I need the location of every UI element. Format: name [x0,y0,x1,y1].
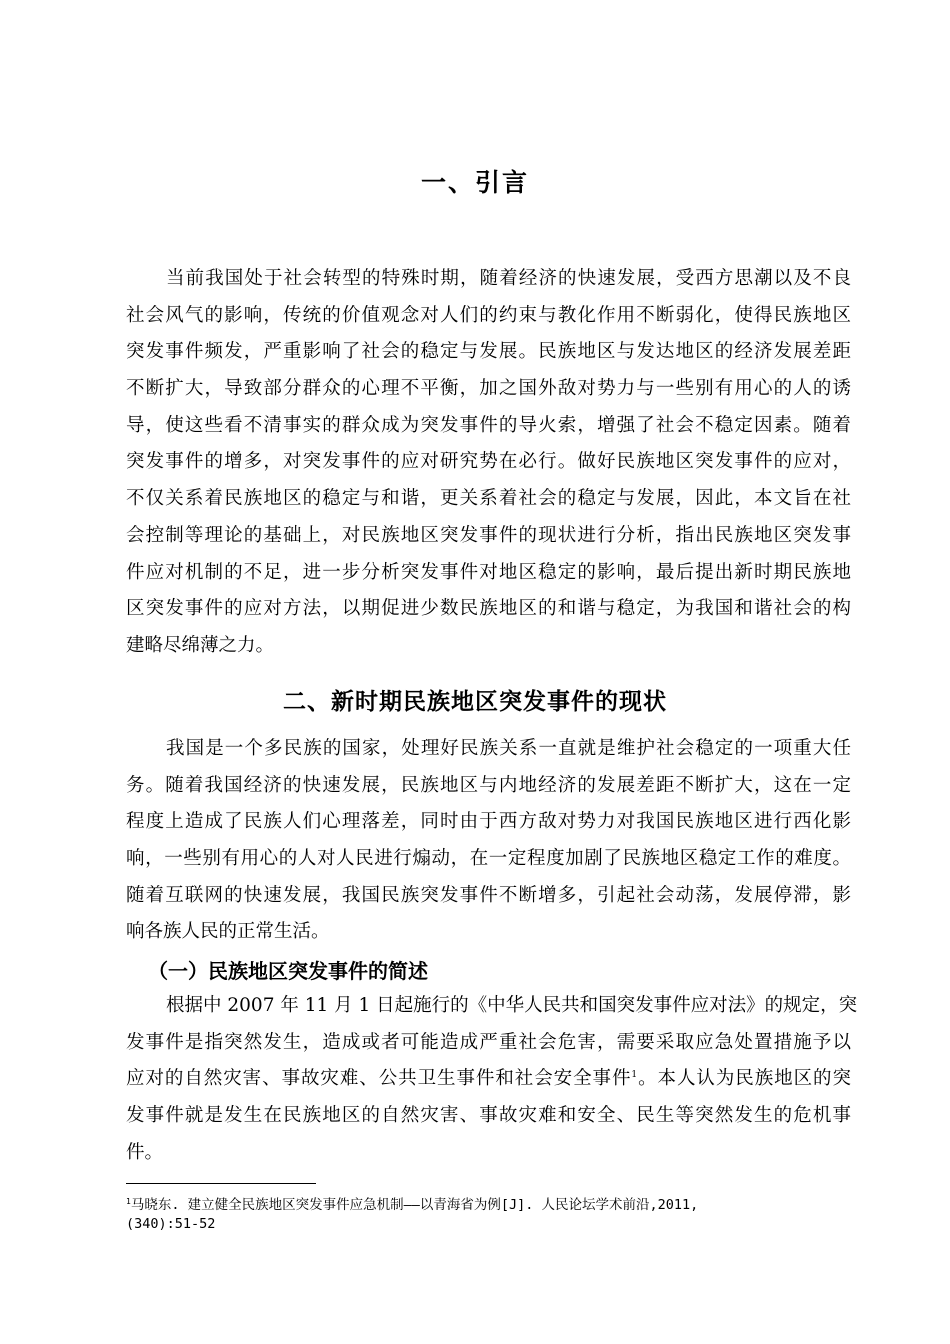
heading-current-situation: 二、新时期民族地区突发事件的现状 [283,689,667,715]
text-line: 随着互联网的快速发展，我国民族突发事件不断增多，引起社会动荡，发展停滞，影 [126,884,851,906]
footnote-text: 马晓东. 建立健全民族地区突发事件应急机制——以青海省为例[J]. 人民论坛学术前沿,2011, [130,1197,699,1213]
text-line: 区突发事件的应对方法，以期促进少数民族地区的和谐与稳定，为我国和谐社会的构 [126,598,851,620]
text-line: 响各族人民的正常生活。 [126,921,330,943]
text-line [126,1061,851,1098]
text-line: 务。随着我国经济的快速发展，民族地区与内地经济的发展差距不断扩大，这在一定 [126,774,851,796]
text-line: 社会风气的影响，传统的价值观念对人们的约束与教化作用不断弱化，使得民族地区 [126,304,851,326]
footnote [126,1196,856,1234]
text-line: 件应对机制的不足，进一步分析突发事件对地区稳定的影响，最后提出新时期民族地 [126,561,851,583]
footnote-separator [126,1183,316,1184]
section3-paragraph [126,988,858,1171]
text-line: 根据中 2007 年 11 月 1 日起施行的《中华人民共和国突发事件应对法》的规定，突 [166,995,858,1016]
footnote-line [126,1196,856,1215]
text-line: 程度上造成了民族人们心理落差，同时由于西方敌对势力对我国民族地区进行西化影 [126,811,851,833]
text-line: 导，使这些看不清事实的群众成为突发事件的导火索，增强了社会不稳定因素。随着 [126,414,851,436]
text-segment: 应对的自然灾害、事故灾难、公共卫生事件和社会安全事件 [126,1068,632,1090]
footnote-reference[interactable]: 1 [631,1070,638,1081]
text-line: 件。 [126,1141,164,1163]
text-line: 发事件是指突然发生，造成或者可能造成严重社会危害，需要采取应急处置措施予以 [126,1031,851,1053]
text-line: 当前我国处于社会转型的特殊时期，随着经济的快速发展，受西方思潮以及不良 [166,268,851,289]
text-line: 不断扩大，导致部分群众的心理不平衡，加之国外敌对势力与一些别有用心的人的诱 [126,378,851,400]
section2-paragraph [126,731,851,951]
heading-introduction: 一、引言 [420,168,529,197]
text-line: 发事件就是发生在民族地区的自然灾害、事故灾难和安全、民生等突然发生的危机事 [126,1105,851,1127]
subheading-overview: （一）民族地区突发事件的简述 [148,959,428,983]
footnote-mark: 1 [126,1197,131,1206]
text-line: 不仅关系着民族地区的稳定与和谐，更关系着社会的稳定与发展，因此，本文旨在社 [126,488,851,510]
text-line: 会控制等理论的基础上，对民族地区突发事件的现状进行分析，指出民族地区突发事 [126,524,851,546]
text-line: 我国是一个多民族的国家，处理好民族关系一直就是维护社会稳定的一项重大任 [166,738,851,759]
intro-paragraph [126,261,851,665]
text-line: 响，一些别有用心的人对人民进行煽动，在一定程度加剧了民族地区稳定工作的难度。 [126,848,851,870]
text-segment: 。本人认为民族地区的突 [637,1068,851,1090]
text-line: 建略尽绵薄之力。 [126,634,275,656]
text-line: 突发事件的增多，对突发事件的应对研究势在必行。做好民族地区突发事件的应对， [126,451,851,473]
footnote-line: (340):51-52 [126,1216,216,1232]
text-line: 突发事件频发，严重影响了社会的稳定与发展。民族地区与发达地区的经济发展差距 [126,341,851,363]
